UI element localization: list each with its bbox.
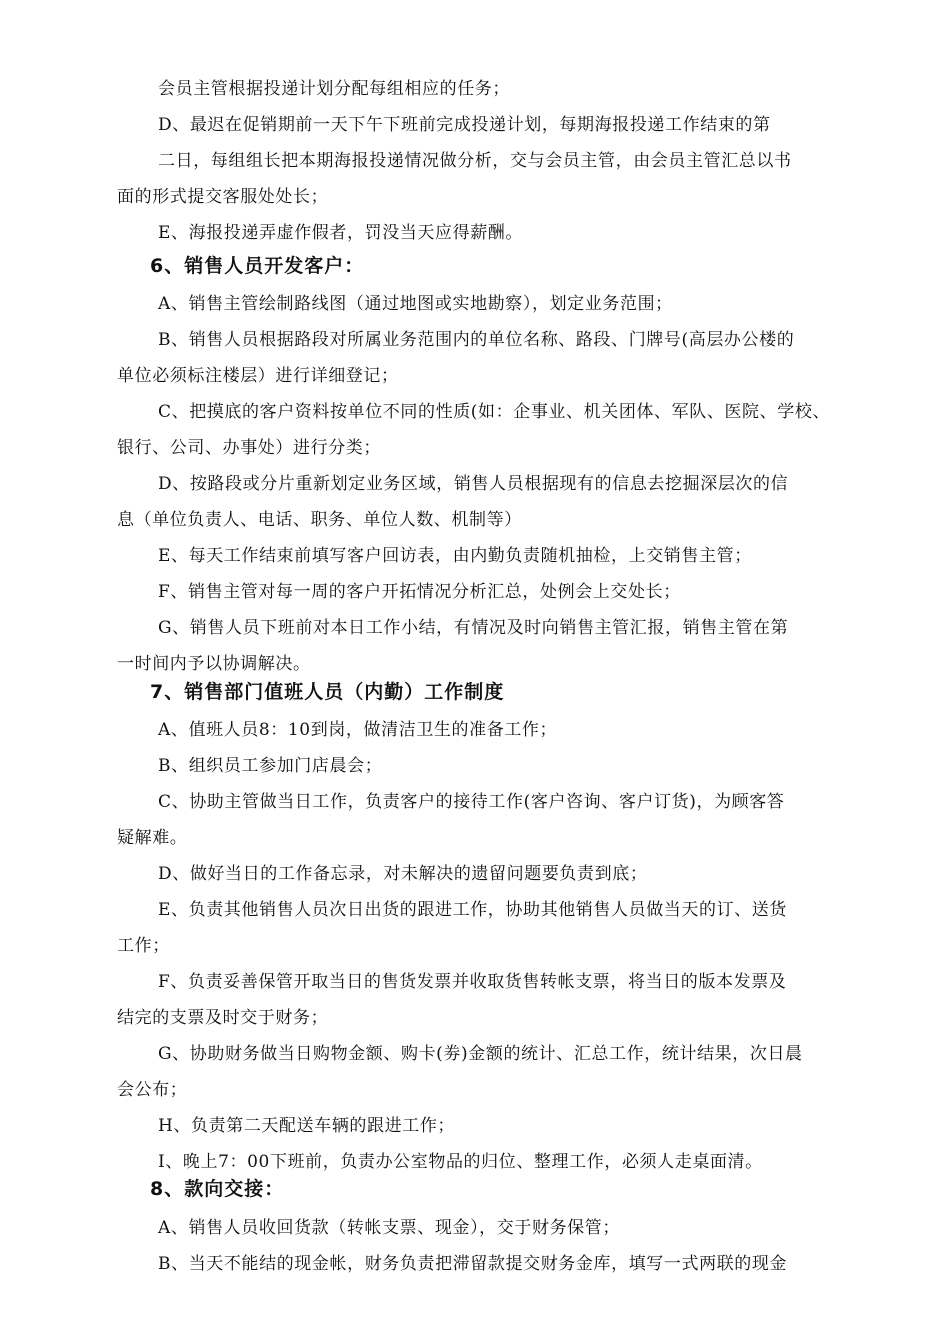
text-line: 银行、公司、办事处）进行分类； (117, 438, 381, 458)
text-line: 单位必须标注楼层）进行详细登记； (117, 366, 399, 386)
text-line: 结完的支票及时交于财务； (117, 1008, 329, 1028)
text-line: A、销售主管绘制路线图（通过地图或实地勘察），划定业务范围； (158, 294, 673, 314)
text-line: A、值班人员8：10到岗，做清洁卫生的准备工作； (158, 720, 558, 740)
text-line: E、负责其他销售人员次日出货的跟进工作，协助其他销售人员做当天的订、送货 (158, 900, 788, 920)
text-line: 一时间内予以协调解决。 (117, 654, 311, 674)
text-line: B、当天不能结的现金帐，财务负责把滞留款提交财务金库，填写一式两联的现金 (158, 1254, 788, 1274)
text-line: A、销售人员收回货款（转帐支票、现金），交于财务保管； (158, 1218, 620, 1238)
text-line: G、销售人员下班前对本日工作小结，有情况及时向销售主管汇报，销售主管在第 (158, 618, 789, 638)
section-heading: 6、销售人员开发客户： (150, 255, 365, 277)
section-heading: 8、款向交接： (150, 1178, 285, 1200)
text-line: 二日，每组组长把本期海报投递情况做分析，交与会员主管，由会员主管汇总以书 (158, 151, 792, 171)
text-line: 会员主管根据投递计划分配每组相应的任务； (158, 79, 510, 99)
text-line: I、晚上7：00下班前，负责办公室物品的归位、整理工作，必须人走桌面清。 (158, 1152, 763, 1172)
text-line: B、组织员工参加门店晨会； (158, 756, 383, 776)
text-line: H、负责第二天配送车辆的跟进工作； (158, 1116, 456, 1136)
text-line: D、最迟在促销期前一天下午下班前完成投递计划，每期海报投递工作结束的第 (158, 115, 771, 135)
text-line: 工作； (117, 936, 170, 956)
text-line: 疑解难。 (117, 828, 188, 848)
section-heading: 7、销售部门值班人员（内勤）工作制度 (150, 681, 505, 703)
text-line: F、销售主管对每一周的客户开拓情况分析汇总，处例会上交处长； (158, 582, 681, 602)
text-line: 会公布； (117, 1080, 188, 1100)
text-line: F、负责妥善保管开取当日的售货发票并收取货售转帐支票，将当日的版本发票及 (158, 972, 787, 992)
text-line: 面的形式提交客服处处长； (117, 187, 329, 207)
text-line: D、做好当日的工作备忘录，对未解决的遗留问题要负责到底； (158, 864, 648, 884)
text-line: D、按路段或分片重新划定业务区域，销售人员根据现有的信息去挖掘深层次的信 (158, 474, 789, 494)
text-line: C、把摸底的客户资料按单位不同的性质(如：企事业、机关团体、军队、医院、学校、 (158, 402, 831, 422)
text-line: E、海报投递弄虚作假者，罚没当天应得薪酬。 (158, 223, 524, 243)
text-line: B、销售人员根据路段对所属业务范围内的单位名称、路段、门牌号(高层办公楼的 (158, 330, 795, 350)
text-line: G、协助财务做当日购物金额、购卡(劵)金额的统计、汇总工作，统计结果，次日晨 (158, 1044, 803, 1064)
text-line: E、每天工作结束前填写客户回访表，由内勤负责随机抽检，上交销售主管； (158, 546, 752, 566)
text-line: 息（单位负责人、电话、职务、单位人数、机制等） (117, 510, 522, 530)
text-line: C、协助主管做当日工作，负责客户的接待工作(客户咨询、客户订货)，为顾客答 (158, 792, 785, 812)
